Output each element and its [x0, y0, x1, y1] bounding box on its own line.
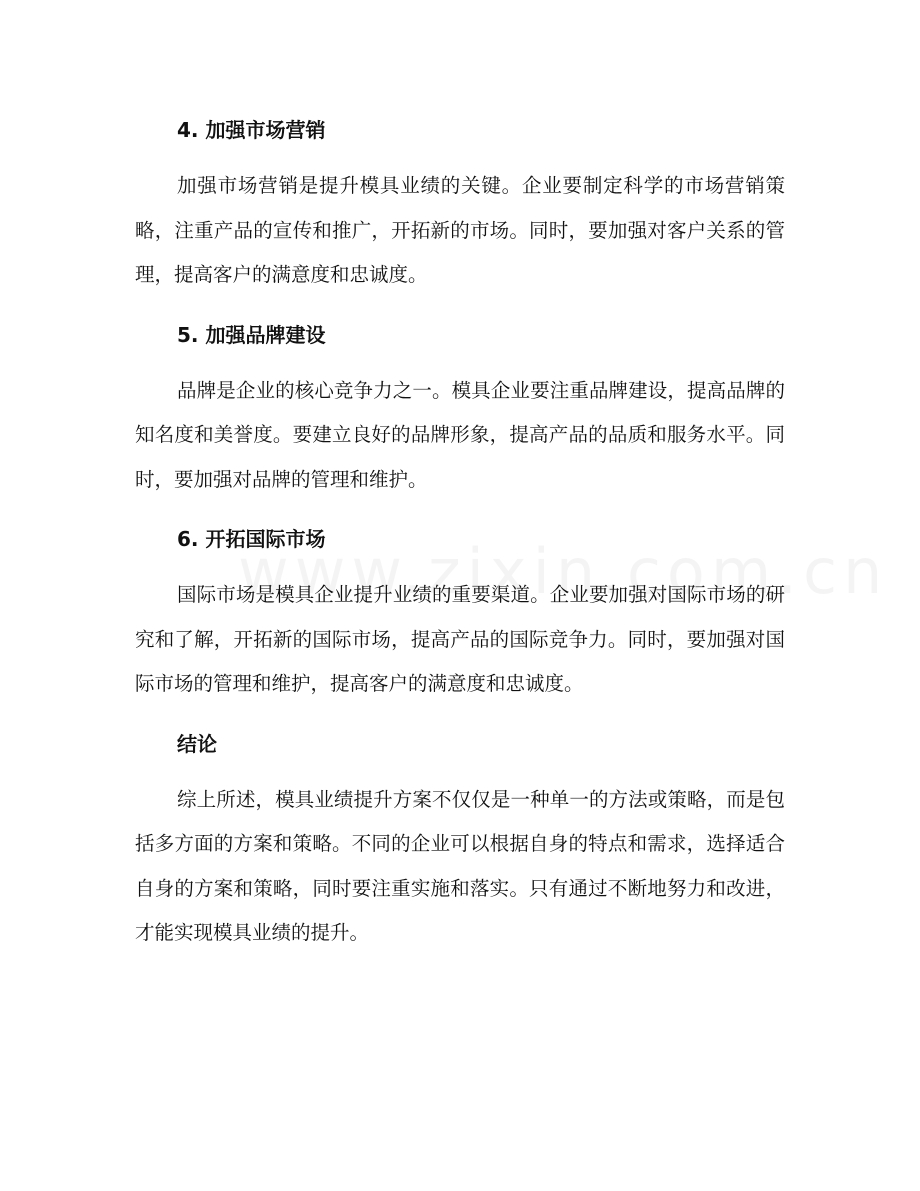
section-paragraph: 国际市场是模具企业提升业绩的重要渠道。企业要加强对国际市场的研究和了解，开拓新的国际市场，提高产品的国际竞争力。同时，要加强对国际市场的管理和维护，提高客户的满意度和忠诚度。 [135, 583, 785, 695]
section-heading: 5. 加强品牌建设 [177, 322, 326, 347]
section-paragraph: 加强市场营销是提升模具业绩的关键。企业要制定科学的市场营销策略，注重产品的宣传和推广，开拓新的市场。同时，要加强对客户关系的管理，提高客户的满意度和忠诚度。 [135, 174, 785, 286]
section-conclusion [135, 722, 785, 956]
section-heading: 结论 [177, 731, 217, 756]
section-paragraph: 综上所述，模具业绩提升方案不仅仅是一种单一的方法或策略，而是包括多方面的方案和策略。不同的企业可以根据自身的特点和需求，选择适合自身的方案和策略，同时要注重实施和落实。只有通过不断地努力和改进，才能实现模具业绩的提升。 [135, 787, 785, 944]
section-international [135, 517, 785, 707]
section-heading: 4. 加强市场营销 [177, 118, 326, 142]
section-paragraph: 品牌是企业的核心竞争力之一。模具企业要注重品牌建设，提高品牌的知名度和美誉度。要建立良好的品牌形象，提高产品的品质和服务水平。同时，要加强对品牌的管理和维护。 [135, 378, 785, 491]
document-body [135, 108, 785, 971]
section-heading: 6. 开拓国际市场 [177, 527, 326, 551]
section-marketing [135, 108, 785, 298]
section-brand [135, 313, 785, 503]
